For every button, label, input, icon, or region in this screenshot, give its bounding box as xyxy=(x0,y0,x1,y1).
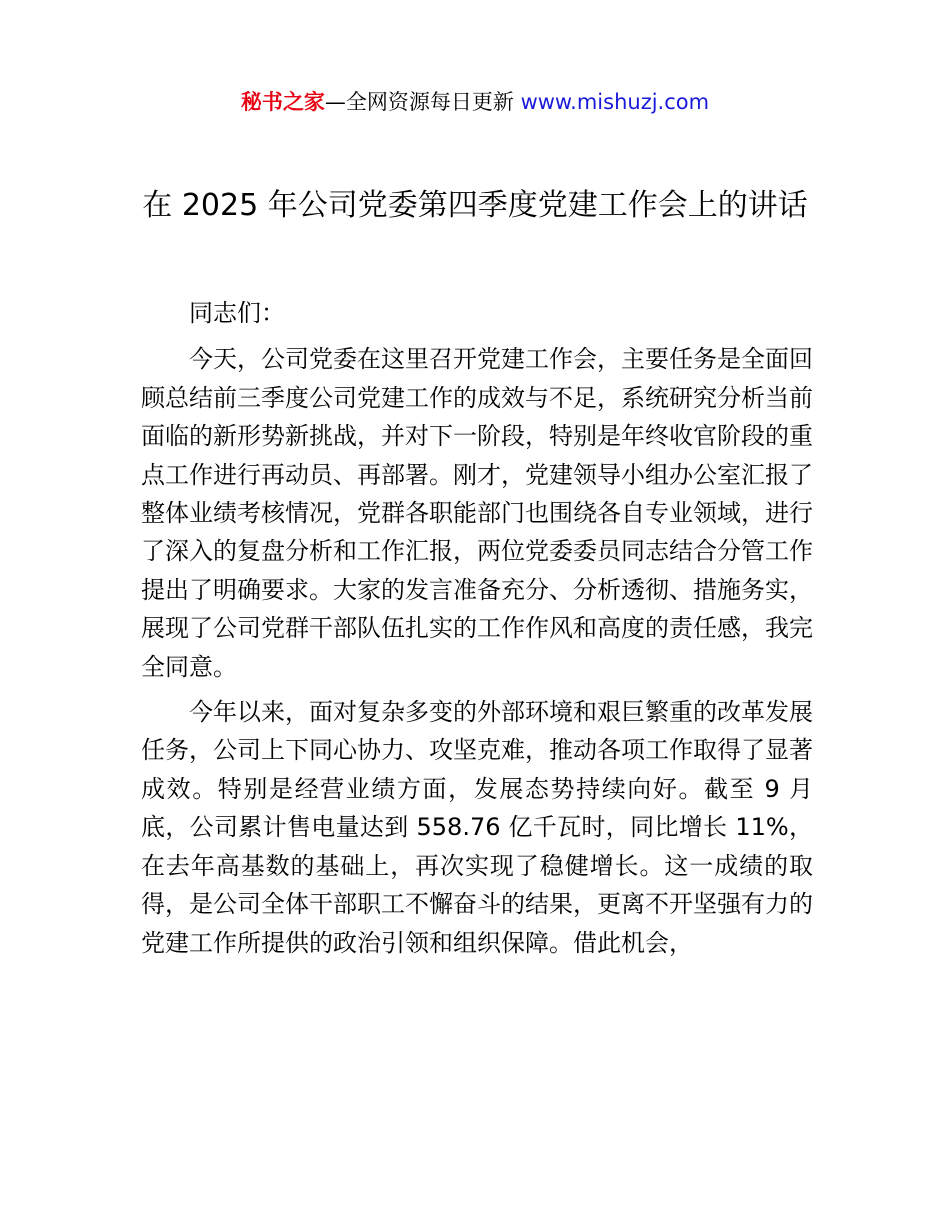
document-body xyxy=(141,294,813,969)
site-url-link[interactable]: www.mishuzj.com xyxy=(520,90,710,114)
salutation: 同志们： xyxy=(189,299,285,327)
header-tagline: —全网资源每日更新 xyxy=(324,90,521,114)
body-paragraph: 今年以来，面对复杂多变的外部环境和艰巨繁重的改革发展任务，公司上下同心协力、攻坚克难，推动各项工作取得了显著成效。特别是经营业绩方面，发展态势持续向好。截至 9 月底，公司累计售电量达到 558.76 亿千瓦时，同比增长 11%，在去年高基数的基础上，再次实现了稳健增长。这一成绩的取得，是公司全体干部职工不懈奋斗的结果，更离不开坚强有力的党建工作所提供的政治引领和组织保障。借此机会， xyxy=(141,698,813,957)
brand-name: 秘书之家 xyxy=(240,90,325,114)
body-paragraph: 今天，公司党委在这里召开党建工作会，主要任务是全面回顾总结前三季度公司党建工作的成效与不足，系统研究分析当前面临的新形势新挑战，并对下一阶段，特别是年终收官阶段的重点工作进行再动员、再部署。刚才，党建领导小组办公室汇报了整体业绩考核情况，党群各职能部门也围绕各自专业领域，进行了深入的复盘分析和工作汇报，两位党委委员同志结合分管工作提出了明确要求。大家的发言准备充分、分析透彻、措施务实，展现了公司党群干部队伍扎实的工作作风和高度的责任感，我完全同意。 xyxy=(141,345,813,681)
site-header xyxy=(0,86,950,118)
document-title: 在 2025 年公司党委第四季度党建工作会上的讲话 xyxy=(142,188,808,223)
